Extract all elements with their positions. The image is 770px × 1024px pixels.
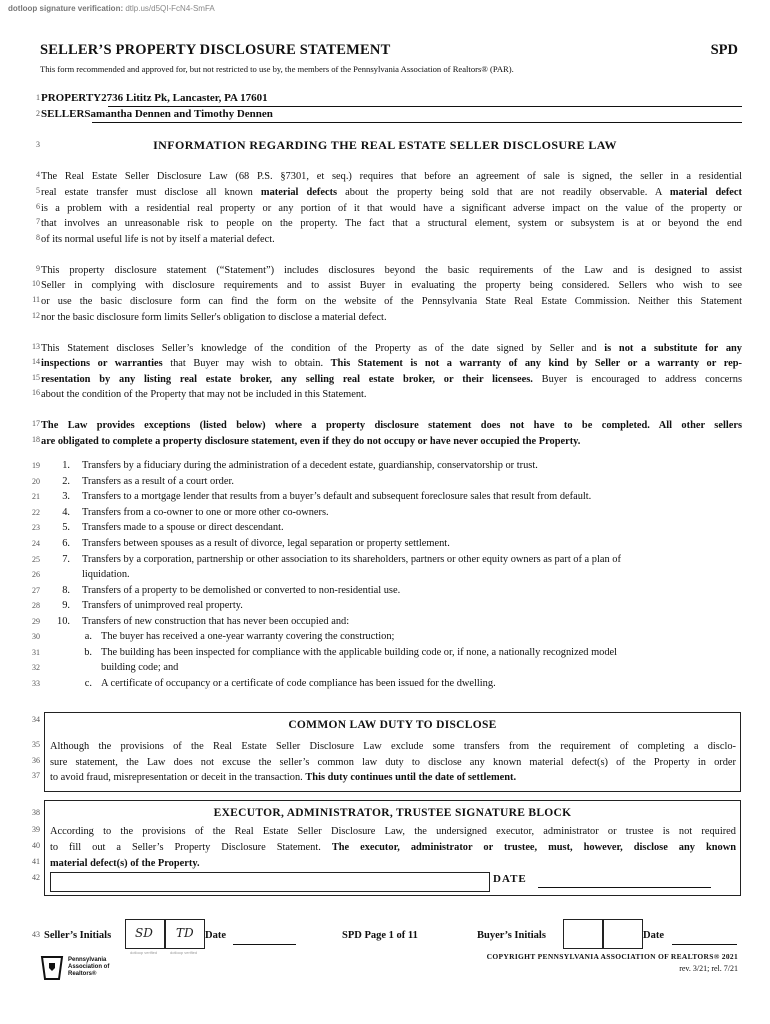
common-law-title: COMMON LAW DUTY TO DISCLOSE xyxy=(288,719,497,731)
seller-date-label: Date xyxy=(205,930,226,941)
revision: rev. 3/21; rel. 7/21 xyxy=(679,964,738,973)
line-number: 41 xyxy=(32,857,40,866)
para3-line16: about the condition of the Property that may not be included in this Statement. xyxy=(41,389,367,400)
exception-item-text: Transfers to a mortgage lender that results from a buyer’s default and subsequent foreclosure sales that result from default. xyxy=(82,491,592,502)
par-logo-text: Pennsylvania Association of Realtors® xyxy=(68,957,110,977)
text: to avoid fraud, misrepresentation or deceit in the transaction. xyxy=(50,772,306,783)
common-law-line36: sure statement, the Law does not excuse the seller’s common law duty to disclose any known material defect(s) of the Property in order xyxy=(50,757,736,768)
line-number: 19 xyxy=(32,461,40,470)
para2-line12: nor the basic disclosure form limits Seller's obligation to disclose a material defect. xyxy=(41,312,387,323)
exception-item-text: Transfers by a corporation, partnership or other association to its shareholders, partners or other equity owners as part of a plan of xyxy=(82,554,621,565)
term-material-defects: material defects xyxy=(260,187,338,198)
bold-text: is not a substitute for any xyxy=(604,343,743,354)
bold-text: The executor, administrator or trustee, must, however, disclose any known xyxy=(331,842,736,853)
para2-line10: Seller in complying with disclosure requirements and to assist Buyer in evaluating the property being considered. Sellers who wish to see xyxy=(41,280,742,291)
seller-field[interactable]: Samantha Dennen and Timothy Dennen xyxy=(84,108,273,120)
text: Buyer is encouraged to address concerns xyxy=(532,374,742,385)
page-indicator: SPD Page 1 of 11 xyxy=(342,930,418,941)
exception-item-number: 5. xyxy=(62,522,70,533)
common-law-line35: Although the provisions of the Real Estate Seller Disclosure Law exclude some transfers from the requirement of completing a disclo- xyxy=(50,741,736,752)
para4-line17: The Law provides exceptions (listed below) where a property disclosure statement does not have to be completed. All other sellers xyxy=(41,420,742,431)
line-number: 43 xyxy=(32,930,40,939)
text: real estate transfer must disclose all known xyxy=(41,187,261,198)
line-number: 38 xyxy=(32,808,40,817)
text: about the property being sold that are not readily observable. A xyxy=(337,187,670,198)
seller-row xyxy=(41,108,273,120)
line-number: 12 xyxy=(32,311,40,320)
executor-line41: material defect(s) of the Property. xyxy=(50,858,200,869)
line-number: 17 xyxy=(32,419,40,428)
line-number: 10 xyxy=(32,279,40,288)
seller-date-field[interactable] xyxy=(233,944,296,945)
para1-line7: that involves an unreasonable risk to people on the property. The fact that a structural element, system or subsystem is at or beyond the end xyxy=(41,218,742,229)
line-number: 4 xyxy=(36,170,40,179)
seller-initials-box-1[interactable] xyxy=(125,919,165,949)
line-number: 34 xyxy=(32,715,40,724)
common-law-line37 xyxy=(50,770,736,786)
exception-item-continuation: liquidation. xyxy=(82,569,130,580)
property-label: PROPERTY xyxy=(41,92,102,104)
para3-line14 xyxy=(41,356,742,372)
text: that Buyer may wish to obtain. xyxy=(162,358,331,369)
exception-item-number: 6. xyxy=(62,538,70,549)
bold-text: This Statement is not a warranty of any kind by Seller or a warranty or rep- xyxy=(330,358,742,369)
para2-line11: or use the basic disclosure form can find the form on the website of the Pennsylvania State Real Estate Commission. Neither this Statement xyxy=(41,296,742,307)
line-number: 5 xyxy=(36,186,40,195)
line-number: 2 xyxy=(36,109,40,118)
exception-item-number: 4. xyxy=(62,507,70,518)
buyer-initials-box-2[interactable] xyxy=(603,919,643,949)
line-number: 29 xyxy=(32,617,40,626)
para2-line9: This property disclosure statement (“Statement”) includes disclosures beyond the basic requirements of the Law and is designed to assist xyxy=(41,265,742,276)
form-code: SPD xyxy=(710,42,738,58)
line-number: 18 xyxy=(32,435,40,444)
seller-initial-signature-2: TD xyxy=(176,926,194,940)
line-number: 21 xyxy=(32,492,40,501)
seller-underline xyxy=(92,122,742,123)
para1-line6: is a problem with a residential real property or any portion of it that would have a significant adverse impact on the value of the property or xyxy=(41,203,742,214)
exception-subitem-text: A certificate of occupancy or a certificate of code compliance has been issued for the dwelling. xyxy=(101,678,496,689)
term-material-defect: material defect xyxy=(669,187,742,198)
para1-line5 xyxy=(41,185,742,201)
exception-item-text: Transfers of new construction that has never been occupied and: xyxy=(82,616,350,627)
executor-date-label: DATE xyxy=(493,873,527,885)
line-number: 15 xyxy=(32,373,40,382)
line-number: 7 xyxy=(36,217,40,226)
exception-item-number: 10. xyxy=(57,616,70,627)
exception-subitem-text: The building has been inspected for compliance with the applicable building code or, if none, a nationally recognized model xyxy=(101,647,618,658)
exception-subitem-number: a. xyxy=(84,631,92,642)
text: This Statement discloses Seller’s knowledge of the condition of the Property as of the date signed by Seller and xyxy=(41,343,605,354)
para3-line15 xyxy=(41,372,742,388)
exception-item-number: 3. xyxy=(62,491,70,502)
bold-text: This duty continues until the date of settlement. xyxy=(305,772,517,783)
line-number: 11 xyxy=(32,295,40,304)
property-underline xyxy=(108,106,742,107)
line-number: 25 xyxy=(32,555,40,564)
line-number: 37 xyxy=(32,771,40,780)
line-number: 13 xyxy=(32,342,40,351)
verification-label: dotloop signature verification: xyxy=(8,4,124,13)
verification-link[interactable]: dtlp.us/d5QI-FcN4-SmFA xyxy=(125,4,215,13)
exception-item-number: 8. xyxy=(62,585,70,596)
dotloop-verification xyxy=(8,4,215,13)
line-number: 6 xyxy=(36,202,40,211)
executor-signature-field[interactable] xyxy=(50,872,490,892)
line-number: 3 xyxy=(36,140,40,149)
line-number: 23 xyxy=(32,523,40,532)
para4-line18: are obligated to complete a property disclosure statement, even if they do not occupy or have never occupied the Property. xyxy=(41,436,581,447)
exception-subitem-text: The buyer has received a one-year warranty covering the construction; xyxy=(101,631,395,642)
line-number: 14 xyxy=(32,357,40,366)
exception-item-text: Transfers between spouses as a result of divorce, legal separation or property settlement. xyxy=(82,538,450,549)
line-number: 26 xyxy=(32,570,40,579)
exception-item-text: Transfers of a property to be demolished or converted to non-residential use. xyxy=(82,585,401,596)
seller-initials-label: Seller’s Initials xyxy=(44,930,112,941)
executor-title: EXECUTOR, ADMINISTRATOR, TRUSTEE SIGNATURE BLOCK xyxy=(213,807,572,819)
executor-date-field[interactable] xyxy=(538,887,711,888)
seller-initial-signature-1: SD xyxy=(135,926,153,940)
line-number: 1 xyxy=(36,93,40,102)
exception-item-number: 9. xyxy=(62,600,70,611)
para3-line13 xyxy=(41,341,742,357)
exception-subitem-number: c. xyxy=(84,678,92,689)
line-number: 35 xyxy=(32,740,40,749)
buyer-initials-label: Buyer’s Initials xyxy=(477,930,546,941)
form-title: SELLER’S PROPERTY DISCLOSURE STATEMENT xyxy=(40,42,391,58)
dotloop-verified-2: dotloop verified xyxy=(170,950,198,955)
exception-item-text: Transfers by a fiduciary during the administration of a decedent estate, guardianship, conservatorship or trust. xyxy=(82,460,538,471)
exception-item-text: Transfers made to a spouse or direct descendant. xyxy=(82,522,284,533)
property-field[interactable]: 2736 Lititz Pk, Lancaster, PA 17601 xyxy=(101,92,268,104)
line-number: 24 xyxy=(32,539,40,548)
line-number: 30 xyxy=(32,632,40,641)
line-number: 22 xyxy=(32,508,40,517)
line-number: 33 xyxy=(32,679,40,688)
copyright: COPYRIGHT PENNSYLVANIA ASSOCIATION OF REALTORS® 2021 xyxy=(486,952,738,961)
exception-item-number: 1. xyxy=(62,460,70,471)
line-number: 28 xyxy=(32,601,40,610)
line-number: 42 xyxy=(32,873,40,882)
text: to fill out a Seller’s Property Disclosure Statement. xyxy=(50,842,332,853)
line-number: 20 xyxy=(32,477,40,486)
property-row xyxy=(41,92,268,104)
seller-label: SELLER xyxy=(41,108,85,120)
exception-subitem-number: b. xyxy=(84,647,92,658)
executor-line40 xyxy=(50,840,736,856)
para1-line8: of its normal useful life is not by itself a material defect. xyxy=(41,234,275,245)
line-number: 27 xyxy=(32,586,40,595)
exception-item-number: 2. xyxy=(62,476,70,487)
line-number: 40 xyxy=(32,841,40,850)
line-number: 8 xyxy=(36,233,40,242)
info-heading: INFORMATION REGARDING THE REAL ESTATE SELLER DISCLOSURE LAW xyxy=(153,138,617,152)
exception-item-text: Transfers of unimproved real property. xyxy=(82,600,243,611)
buyer-date-label: Date xyxy=(643,930,664,941)
dotloop-verified-1: dotloop verified xyxy=(130,950,158,955)
line-number: 36 xyxy=(32,756,40,765)
exception-item-text: Transfers from a co-owner to one or more other co-owners. xyxy=(82,507,329,518)
bold-text: inspections or warranties xyxy=(41,358,163,369)
par-keystone-logo-icon xyxy=(40,955,64,981)
buyer-date-field[interactable] xyxy=(672,944,737,945)
line-number: 31 xyxy=(32,648,40,657)
line-number: 39 xyxy=(32,825,40,834)
line-number: 9 xyxy=(36,264,40,273)
seller-initials-box-2[interactable] xyxy=(165,919,205,949)
form-subtitle: This form recommended and approved for, but not restricted to use by, the members of the Pennsylvania Association of Realtors® (PAR). xyxy=(40,64,514,74)
bold-text: resentation by any listing real estate broker, any selling real estate broker, or their licensees. xyxy=(41,374,533,385)
buyer-initials-box-1[interactable] xyxy=(563,919,603,949)
executor-line39: According to the provisions of the Real Estate Seller Disclosure Law, the undersigned executor, administrator or trustee is not required xyxy=(50,826,736,837)
exception-item-number: 7. xyxy=(62,554,70,565)
line-number: 16 xyxy=(32,388,40,397)
exception-item-text: Transfers as a result of a court order. xyxy=(82,476,234,487)
exception-subitem-continuation: building code; and xyxy=(101,662,179,673)
para1-line4: The Real Estate Seller Disclosure Law (68 P.S. §7301, et seq.) requires that before an agreement of sale is signed, the seller in a residential xyxy=(41,171,742,182)
line-number: 32 xyxy=(32,663,40,672)
